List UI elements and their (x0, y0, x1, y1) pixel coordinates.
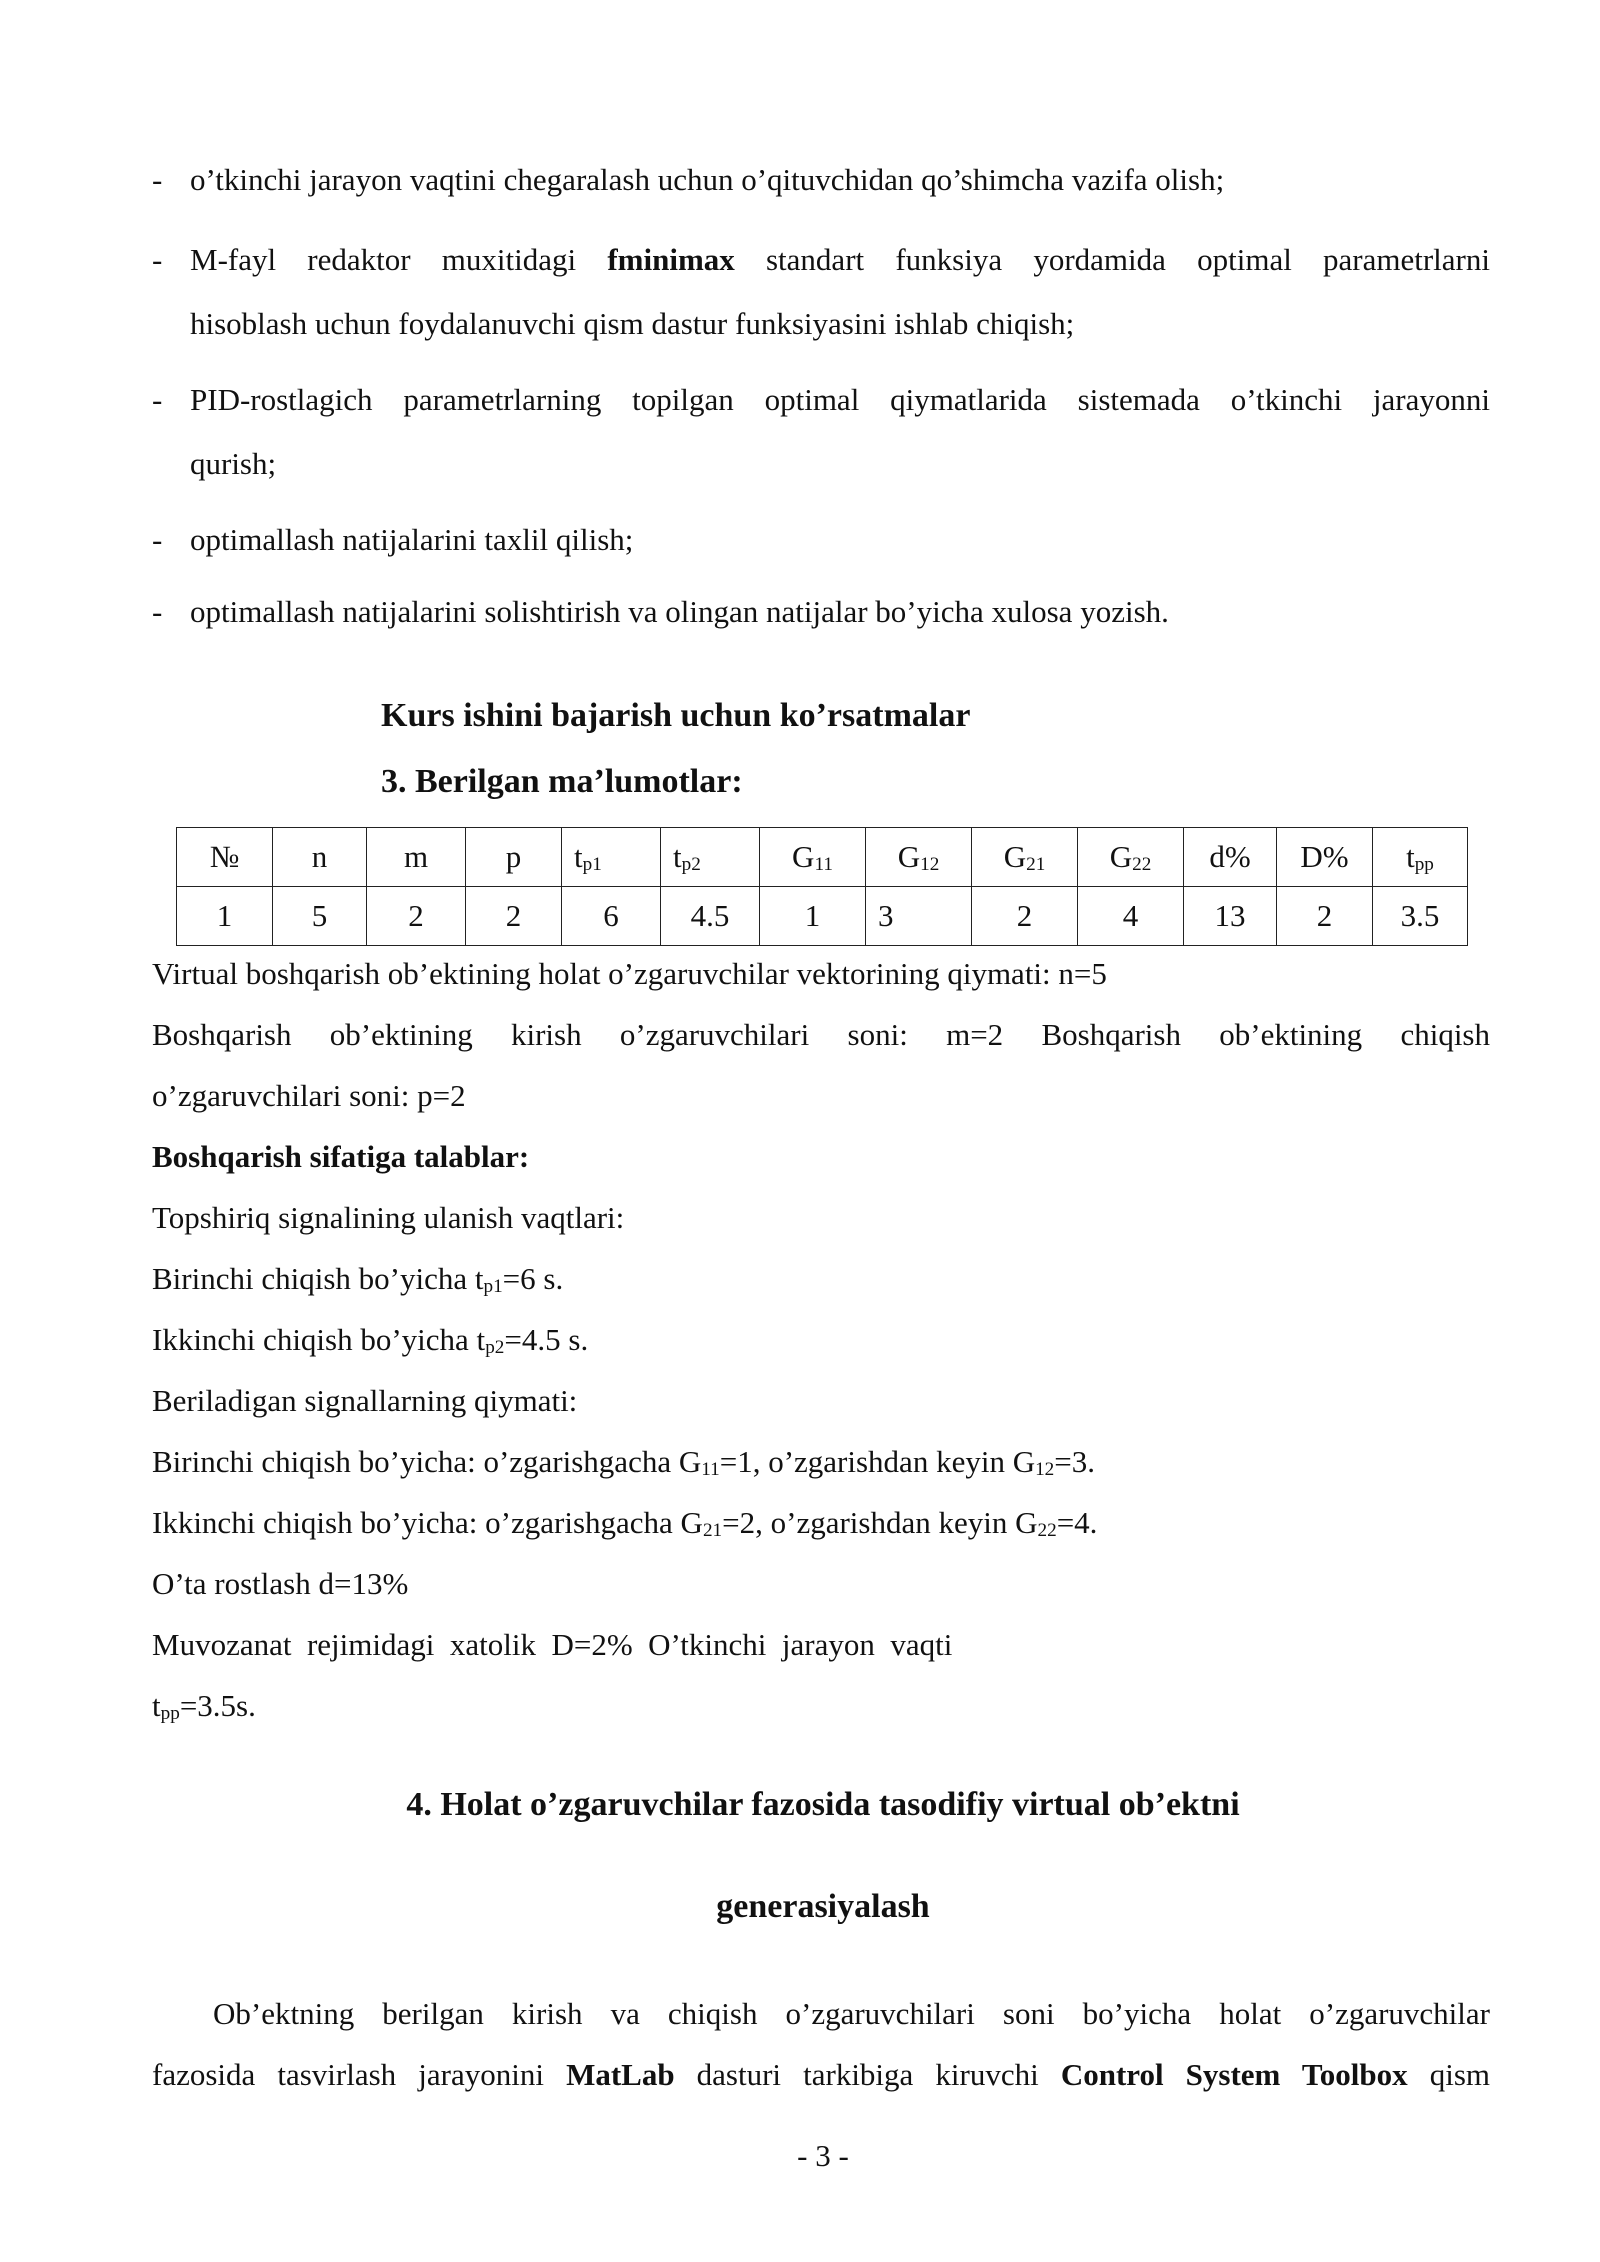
bullet-dash: - (152, 594, 163, 629)
signal-values-label: Beriladigan signallarning qiymati: (152, 1383, 578, 1418)
matlab-term: MatLab (566, 2057, 675, 2092)
table-row (177, 887, 1468, 946)
table-header-cell: d% (1184, 828, 1277, 887)
table-header-cell: $t_{p1}$ (562, 828, 661, 887)
bullet-text: o’tkinchi jarayon vaqtini chegaralash uchun o’qituvchidan qo’shimcha vazifa olish; (190, 162, 1225, 197)
table-header-cell: $G_{22}$ (1078, 828, 1184, 887)
quality-requirements-label: Boshqarish sifatiga talablar: (152, 1139, 530, 1174)
table-cell: 13 (1184, 887, 1277, 946)
table-cell: 1 (177, 887, 273, 946)
bullet-text: optimallash natijalarini solishtirish va olingan natijalar bo’yicha xulosa yozish. (190, 594, 1169, 629)
function-name: fminimax (607, 242, 735, 277)
table-header-cell: D% (1277, 828, 1373, 887)
first-output-time: Birinchi chiqish bo’yicha $t_{p1}=6$ s. (152, 1261, 564, 1297)
bullet-dash: - (152, 382, 163, 417)
section-4-heading-line-1: 4. Holat o’zgaruvchilar fazosida tasodifiy virtual ob’ektni (406, 1786, 1240, 1823)
toolbox-term: Control System Toolbox (1060, 2057, 1408, 2092)
overshoot-line: O’ta rostlash d=13% (152, 1566, 409, 1601)
bullet-text-line: M-fayl redaktor muxitidagi fminimax standart funksiya yordamida optimal parametrlarni (190, 242, 1490, 277)
table-cell: 3 (866, 887, 972, 946)
transient-time-line: $t_{pp}=3.5s$. (152, 1688, 256, 1724)
table-cell: 4.5 (661, 887, 760, 946)
bullet-text-line: PID-rostlagich parametrlarning topilgan optimal qiymatlarida sistemada o’tkinchi jarayonni (190, 382, 1490, 417)
bullet-text: optimallash natijalarini taxlil qilish; (190, 522, 634, 557)
bullet-text-line: hisoblash uchun foydalanuvchi qism dastur funksiyasini ishlab chiqish; (190, 306, 1075, 341)
table-header-cell: $G_{11}$ (760, 828, 866, 887)
table-cell: 2 (466, 887, 562, 946)
bullet-dash: - (152, 242, 163, 277)
table-header-cell: $G_{12}$ (866, 828, 972, 887)
bullet-text-line: qurish; (190, 446, 277, 481)
second-output-time: Ikkinchi chiqish bo’yicha $t_{p2}=4.5$ s. (152, 1322, 589, 1358)
table-cell: 5 (273, 887, 367, 946)
table-header-cell: $t_{p2}$ (661, 828, 760, 887)
table-header-cell: № (177, 828, 273, 887)
bullet-dash: - (152, 162, 163, 197)
table-header-row (177, 828, 1468, 887)
table-header-cell: m (367, 828, 466, 887)
parameters-table (176, 827, 1468, 946)
table-header-cell: p (466, 828, 562, 887)
table-cell: 3.5 (1373, 887, 1468, 946)
state-vector-line: Virtual boshqarish ob’ektining holat o’zgaruvchilar vektorining qiymati: n=5 (152, 956, 1107, 991)
table-cell: 2 (367, 887, 466, 946)
paragraph-line-2: fazosida tasvirlash jarayonini MatLab dasturi tarkibiga kiruvchi Control System Toolbox qism (152, 2057, 1490, 2092)
instructions-heading: Kurs ishini bajarish uchun ko’rsatmalar (381, 697, 971, 734)
paragraph-line-1: Ob’ektning berilgan kirish va chiqish o’zgaruvchilari soni bo’yicha holat o’zgaruvchilar (213, 1996, 1490, 2031)
bullet-dash: - (152, 522, 163, 557)
table-header-cell: n (273, 828, 367, 887)
first-output-signals: Birinchi chiqish bo’yicha: o’zgarishgacha $G_{11}=1$, o’zgarishdan keyin $G_{12}=3$. (152, 1444, 1096, 1480)
table-cell: 2 (1277, 887, 1373, 946)
section-4-heading-line-2: generasiyalash (716, 1888, 930, 1925)
table-header-cell: $G_{21}$ (972, 828, 1078, 887)
table-cell: 1 (760, 887, 866, 946)
page-number: - 3 - (797, 2138, 849, 2173)
table-cell: 4 (1078, 887, 1184, 946)
table-header-cell: $t_{pp}$ (1373, 828, 1468, 887)
table-cell: 2 (972, 887, 1078, 946)
table-cell: 6 (562, 887, 661, 946)
switch-times-label: Topshiriq signalining ulanish vaqtlari: (152, 1200, 625, 1235)
steady-error-line: Muvozanat rejimidagi xatolik D=2% O’tkinchi jarayon vaqti (152, 1627, 953, 1662)
given-data-heading: 3. Berilgan ma’lumotlar: (381, 763, 743, 800)
second-output-signals: Ikkinchi chiqish bo’yicha: o’zgarishgacha $G_{21}=2$, o’zgarishdan keyin $G_{22}=4$. (152, 1505, 1098, 1541)
inputs-line: Boshqarish ob’ektining kirish o’zgaruvchilari soni: m=2 Boshqarish ob’ektining chiqish (152, 1017, 1490, 1052)
outputs-line: o’zgaruvchilari soni: p=2 (152, 1078, 466, 1113)
